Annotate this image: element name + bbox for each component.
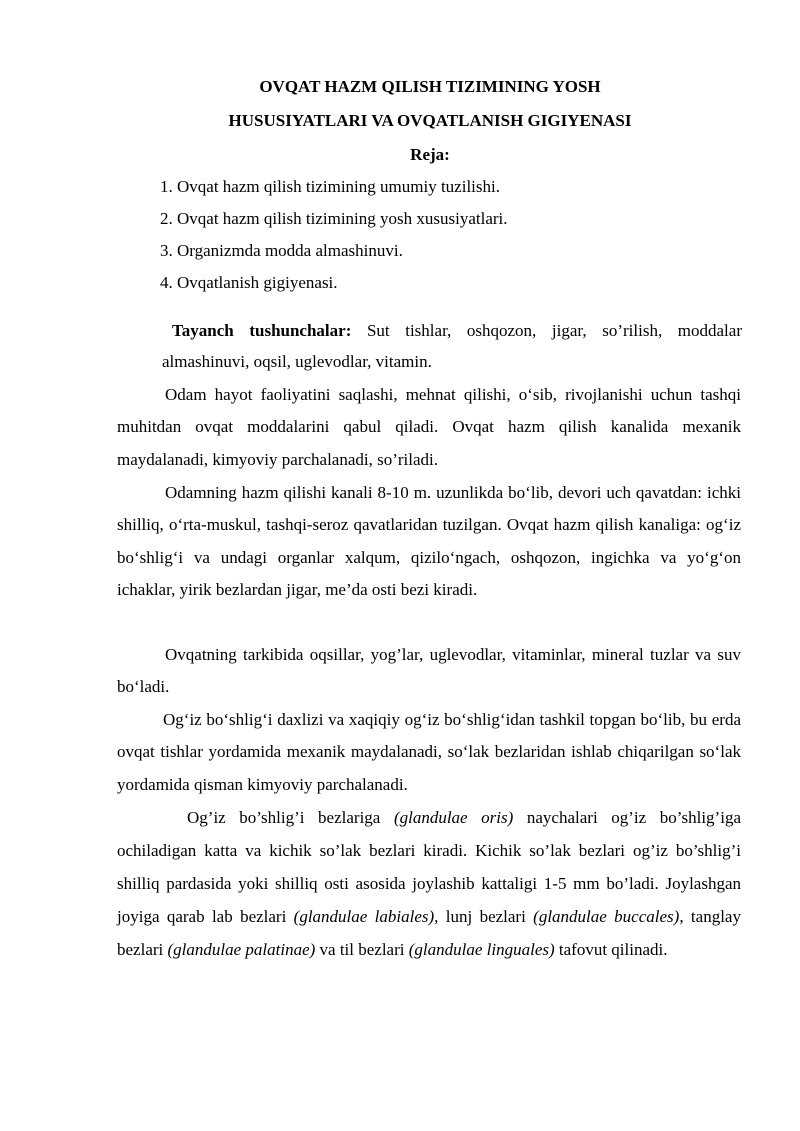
plan-heading: Reja: (410, 145, 450, 164)
key-concepts (162, 315, 742, 377)
p5-text-6: tafovut qilinadi. (554, 940, 668, 959)
plan-item-3: 3. Organizmda modda almashinuvi. (160, 241, 403, 260)
paragraph-5 (117, 801, 741, 966)
p5-term-glandulae-linguales: (glandulae linguales) (408, 940, 555, 959)
key-concepts-text: Sut tishlar, oshqozon, jigar, so’rilish, moddalar almashinuvi, oqsil, uglevodlar, vitamin. (162, 321, 742, 371)
key-concepts-label: Tayanch tushunchalar: (172, 321, 352, 340)
paragraph-2: Odamning hazm qilishi kanali 8-10 m. uzunlikda bo‘lib, devori uch qavatdan: ichki shilliq, o‘rta-muskul, tashqi-seroz qavatlaridan tuzilgan. Ovqat hazm qilish kanaliga: og‘iz bo‘shlig‘i va undagi organlar xalqum, qizilo‘ngach, oshqozon, ingichka va yo‘g‘on ichaklar, yirik bezlardan jigar, me’da osti bezi kiradi. (117, 483, 741, 600)
plan-item-2: 2. Ovqat hazm qilish tizimining yosh xususiyatlari. (160, 209, 508, 228)
p5-text-2: naychalari og’iz bo’shlig’iga ochiladigan katta va kichik so’lak bezlari kiradi. Kichik so’lak bezlari og’iz bo’shlig’i shilliq pardasida yoki shilliq osti asosida joylashib kattaligi 1-5 mm bo’ladi. Joylashgan joyiga qarab lab bezlari (117, 808, 741, 926)
p5-term-glandulae-palatinae: (glandulae palatinae) (167, 940, 316, 959)
paragraph-3: Ovqatning tarkibida oqsillar, yog’lar, uglevodlar, vitaminlar, mineral tuzlar va suv bo‘ladi. (117, 645, 741, 697)
plan-item-1: 1. Ovqat hazm qilish tizimining umumiy tuzilishi. (160, 177, 500, 196)
p5-text-3: lunj bezlari (438, 907, 534, 926)
p5-term-glandulae-labiales: (glandulae labiales), (293, 907, 439, 926)
p5-term-glandulae-oris: (glandulae oris) (393, 808, 514, 827)
title-line-1: OVQAT HAZM QILISH TIZIMINING YOSH (259, 77, 601, 96)
p5-term-glandulae-buccales: (glandulae buccales) (533, 907, 680, 926)
paragraph-1: Odam hayot faoliyatini saqlashi, mehnat qilishi, o‘sib, rivojlanishi uchun tashqi muhitdan ovqat moddalarini qabul qiladi. Ovqat hazm qilish kanalida mexanik maydalanadi, kimyoviy parchalanadi, so’riladi. (117, 385, 741, 469)
plan-item-4: 4. Ovqatlanish gigiyenasi. (160, 273, 338, 292)
p5-text-5: va til bezlari (315, 940, 409, 959)
title-line-2: HUSUSIYATLARI VA OVQATLANISH GIGIYENASI (228, 111, 632, 130)
p5-text-4: , tanglay bezlari (117, 907, 741, 959)
paragraph-4: Og‘iz bo‘shlig‘i daxlizi va xaqiqiy og‘iz bo‘shlig‘idan tashkil topgan bo‘lib, bu erda ovqat tishlar yordamida mexanik maydalanadi, so‘lak bezlaridan ishlab chiqarilgan so‘lak yordamida qisman kimyoviy parchalanadi. (117, 710, 741, 794)
p5-text-1: Og’iz bo’shlig’i bezlariga (187, 808, 394, 827)
